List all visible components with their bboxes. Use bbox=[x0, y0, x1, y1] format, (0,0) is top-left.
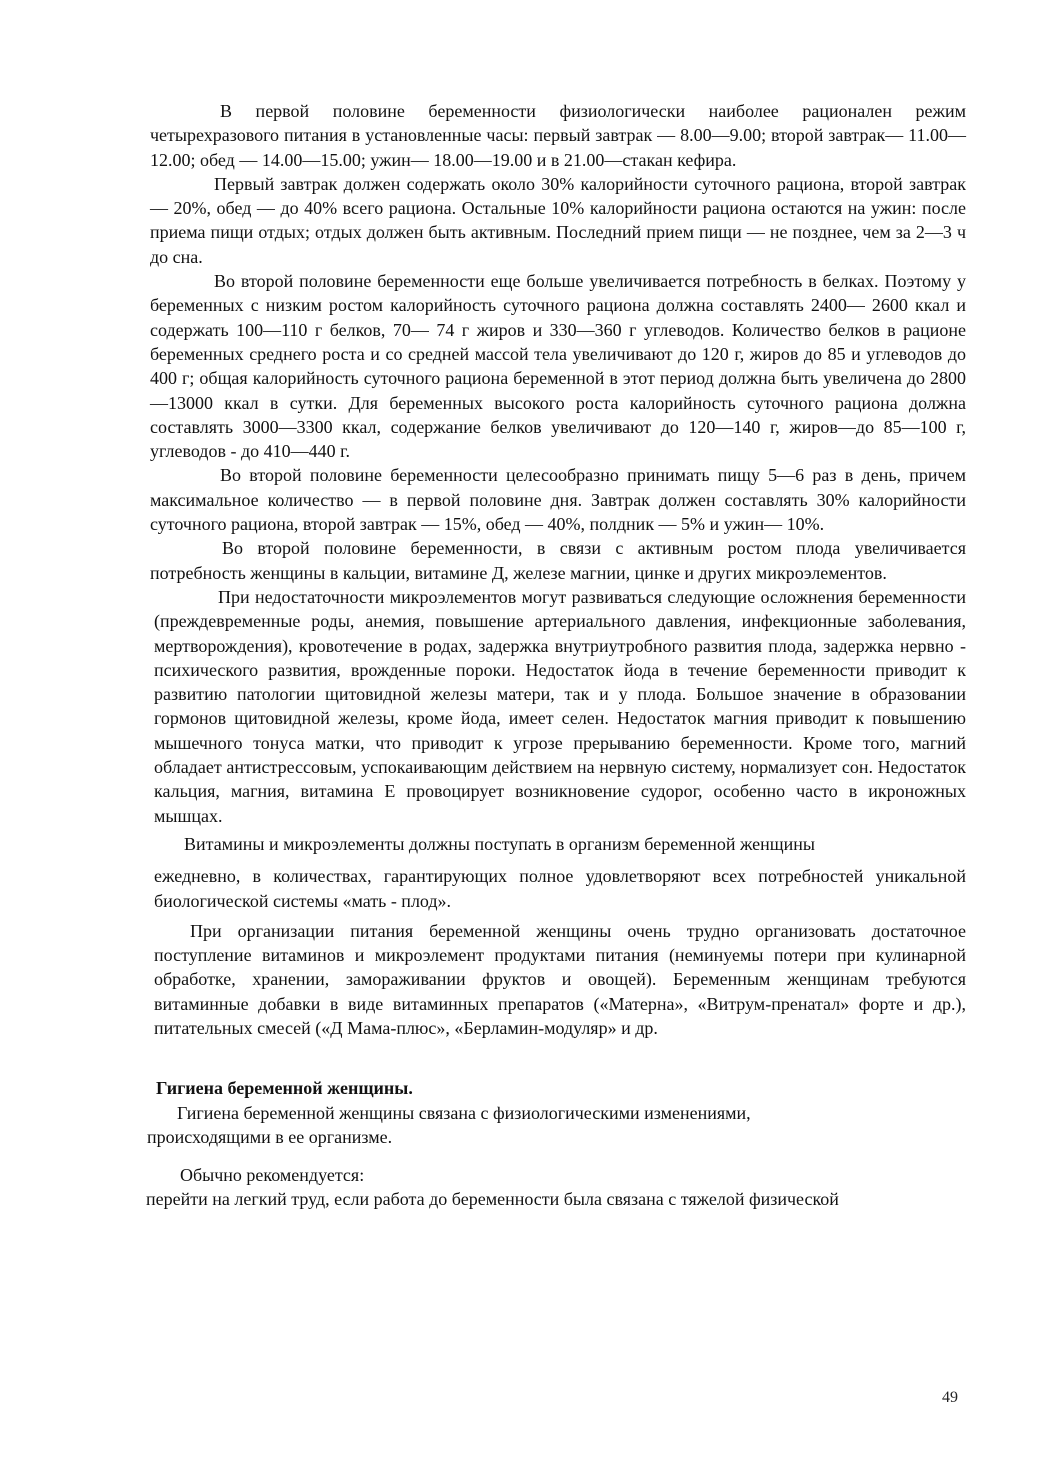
text-column bbox=[146, 99, 966, 1212]
paragraph-calorie-distribution: Первый завтрак должен содержать около 30% калорийности суточного рациона, второй завтрак — 20%, обед — до 40% всего рациона. Остальные 10% калорийности рациона остаются на ужин: после приема пищи отдых; отдых должен быть активным. Последний прием пищи — не позднее, чем за 2—3 ч до сна. bbox=[150, 173, 966, 267]
page-number: 49 bbox=[942, 1389, 958, 1406]
paragraph-meal-frequency: Во второй половине беременности целесообразно принимать пищу 5—6 раз в день, причем максимальное количество — в первой половине дня. Завтрак должен составлять 30% калорийности суточного рациона, второй завтрак — 15%, обед — 40%, полдник — 5% и ужин— 10%. bbox=[150, 465, 966, 535]
paragraph-light-work: перейти на легкий труд, если работа до беременности была связана с тяжелой физической bbox=[146, 1189, 839, 1210]
paragraph-usually-recommended: Обычно рекомендуется: bbox=[180, 1165, 365, 1186]
paragraph-protein-needs: Во второй половине беременности еще больше увеличивается потребность в белках. Поэтому у беременных с низким ростом калорийность суточного рациона должна составлять 2400— 2600 ккал и содержать 100—110 г белков, 70— 74 г жиров и 330—360 г углеводов. Количество белков в рационе беременных среднего роста и со средней массой тела увеличивают до 120 г, жиров до 85 и углеводов до 400 г; общая калорийность суточного рациона беременной в этот период должна быть увеличена до 2800—13000 ккал в сутки. Для беременных высокого роста калорийность суточного рациона должна составлять 3000—3300 ккал, содержание белков увеличивают до 120—140 г, жиров—до 85—100 г, углеводов - до 410—440 г. bbox=[150, 271, 966, 462]
paragraph-hygiene-intro-cont: происходящими в ее организме. bbox=[147, 1126, 393, 1147]
paragraph-mineral-needs: Во второй половине беременности, в связи с активным ростом плода увеличивается потребность женщины в кальции, витамине Д, железе магнии, цинке и других микроэлементов. bbox=[150, 538, 966, 583]
paragraph-nutrition-organization: При организации питания беременной женщины очень трудно организовать достаточное поступление витаминов и микроэлемент продуктами питания (неминуемы потери при кулинарной обработке, хранении, замораживании фруктов и овощей). Беременным женщинам требуются витаминные добавки в виде витаминных препаратов («Матерна», «Витрум-пренатал» форте и др.), питательных смесей («Д Мама-плюс», «Берламин-модуляр» и др. bbox=[154, 920, 966, 1038]
paragraph-micronutrient-deficiency: При недостаточности микроэлементов могут развиваться следующие осложнения беременности (преждевременные роды, анемия, повышение артериального давления, инфекционные заболевания, мертворождения), кровотечение в родах, задержка внутриутробного развития плода, задержка нервно - психического развития, врожденные пороки. Недостаток йода в течение беременности приводит к развитию патологии щитовидной железы матери, так и у плода. Большое значение в образовании гормонов щитовидной железы, кроме йода, имеет селен. Недостаток магния приводит к повышению мышечного тонуса матки, что приводит к угрозе прерыванию беременности. Кроме того, магний обладает антистрессовым, успокаивающим действием на нервную систему, нормализует сон. Недостаток кальция, магния, витамина Е провоцирует возникновение судорог, особенно часто в икроножных мышцах. bbox=[154, 586, 966, 826]
paragraph-hygiene-intro: Гигиена беременной женщины связана с физиологическими изменениями, bbox=[177, 1102, 751, 1123]
paragraph-meal-schedule: В первой половине беременности физиологически наиболее рационален режим четырехразового питания в установленные часы: первый завтрак — 8.00—9.00; второй завтрак— 11.00—12.00; обед — 14.00—15.00; ужин— 18.00—19.00 и в 21.00—стакан кефира. bbox=[150, 101, 966, 170]
paragraph-vitamins-body: ежедневно, в количествах, гарантирующих полное удовлетворяют всех потребностей уникальной биологической системы «мать - плод». bbox=[154, 866, 966, 911]
paragraph-vitamins-intro: Витамины и микроэлементы должны поступать в организм беременной женщины bbox=[184, 833, 816, 854]
section-heading-hygiene: Гигиена беременной женщины. bbox=[156, 1078, 413, 1099]
